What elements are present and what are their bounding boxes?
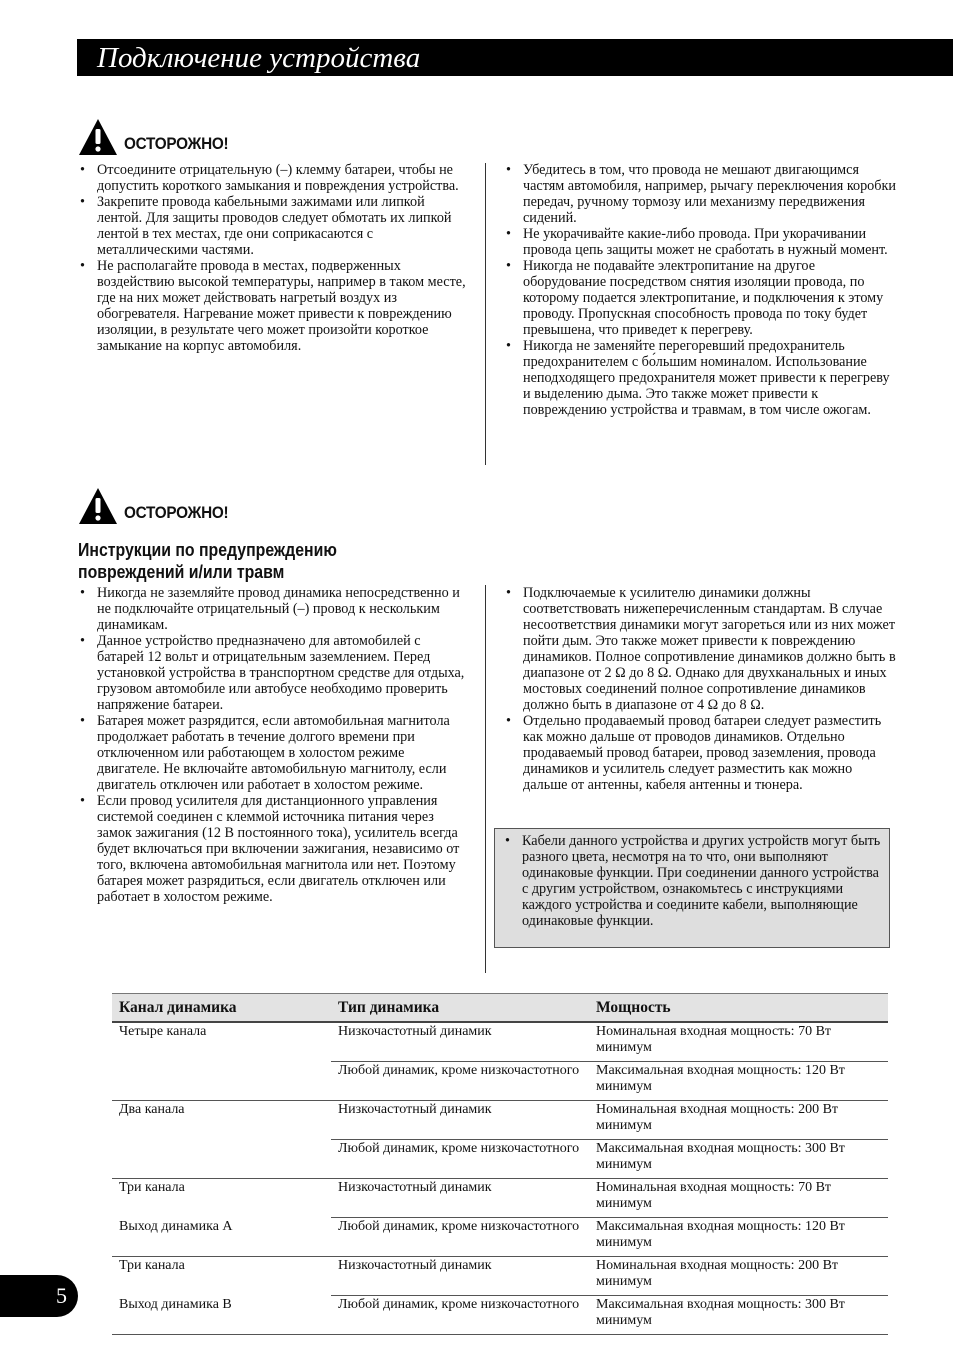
power-cell: Номинальная входная мощность: 200 Вт минимум xyxy=(589,1101,888,1140)
bullet-item: • Если провод усилителя для дистанционного управления системой соединен с клеммой источника питания через замок зажигания (12 В постоянного тока), усилитель всегда будет включаться при включении зажигания, независимо от того, включена автомобильная магнитола или нет. Поэтому батарея может разрядиться, если двигатель отключен или работает в холостом режиме. xyxy=(78,793,470,905)
power-cell: Максимальная входная мощность: 300 Вт минимум xyxy=(589,1140,888,1179)
speaker-type-cell: Низкочастотный динамик xyxy=(331,1257,589,1296)
table-row xyxy=(112,1022,888,1062)
bullet-item: • Подключаемые к усилителю динамики должны соответствовать нижеперечисленным стандартам. В случае несоответствия динамики могут загореться или из них может пойти дым. Это также может привести к повреждению динамиков. Полное сопротивление динамиков должно быть в диапазоне от 2 Ω до 8 Ω. Однако для двухканальных и иных мостовых соединений полное сопротивление динамиков должно быть в диапазоне от 4 Ω до 8 Ω. xyxy=(504,585,896,713)
channel-cell: Три канала xyxy=(119,1258,185,1273)
warning-triangle-icon xyxy=(78,486,118,526)
speaker-table xyxy=(112,993,888,1335)
section-subheading: Инструкции по предупреждению повреждений и/или травм xyxy=(78,540,337,582)
column-header-type: Тип динамика xyxy=(331,994,589,1023)
table-header-row xyxy=(112,994,888,1023)
warning-label: ОСТОРОЖНО! xyxy=(124,503,229,522)
table-row xyxy=(112,1257,888,1296)
bullet-item: • Закрепите провода кабельными зажимами или липкой лентой. Для защиты проводов следует обмотать их липкой лентой в тех местах, где они соприкасаются с металлическими частями. xyxy=(78,194,470,258)
speaker-type-cell: Любой динамик, кроме низкочастотного xyxy=(331,1062,589,1101)
column-header-channel: Канал динамика xyxy=(112,994,331,1023)
speaker-type-cell: Низкочастотный динамик xyxy=(331,1179,589,1218)
power-cell: Максимальная входная мощность: 120 Вт минимум xyxy=(589,1062,888,1101)
header-bar xyxy=(77,39,953,76)
bullet-item: • Не располагайте провода в местах, подверженных воздействию высокой температуры, например в таком месте, где на них может действовать нагретый воздух из обогревателя. Нагревание может привести к повреждению изоляции, в результате чего может произойти короткое замыкание на корпус автомобиля. xyxy=(78,258,470,354)
bullet-item: • Отдельно продаваемый провод батареи следует разместить как можно дальше от проводов динамиков. Отдельно продаваемый провод батареи, провод заземления, провода динамиков и усилитель следует разместить как можно дальше от антенны, кабеля антенны и тюнера. xyxy=(504,713,896,793)
table-row xyxy=(112,1179,888,1218)
channel-cell xyxy=(112,1062,331,1101)
bullet-item: • Отсоедините отрицательную (–) клемму батареи, чтобы не допустить короткого замыкания и повреждения устройства. xyxy=(78,162,470,194)
channel-cell: Четыре канала xyxy=(119,1024,207,1039)
warning1-right-list xyxy=(504,162,896,418)
channel-cell: Выход динамика A xyxy=(112,1218,331,1257)
speaker-type-cell: Низкочастотный динамик xyxy=(331,1101,589,1140)
speaker-type-cell: Низкочастотный динамик xyxy=(331,1022,589,1062)
warning2-right-list xyxy=(504,585,896,793)
bullet-item: • Батарея может разрядится, если автомобильная магнитола продолжает работать в течение долгого времени при отключенном или работающем в холостом режиме двигателе. Не включайте автомобильную магнитолу, если двигатель отключен или работает в холостом режиме. xyxy=(78,713,470,793)
column-header-power: Мощность xyxy=(589,994,888,1023)
bullet-item: • Убедитесь в том, что провода не мешают двигающимся частям автомобиля, например, рычагу переключения коробки передач, ручному тормозу или механизму передвижения сидений. xyxy=(504,162,896,226)
power-cell: Номинальная входная мощность: 70 Вт минимум xyxy=(589,1179,888,1218)
bullet-item: • Никогда не подавайте электропитание на другое оборудование посредством снятия изоляции провода, по которому подается электропитание, и подключения к этому проводу. Пропускная способность провода по току будет превышена, что приведет к перегреву. xyxy=(504,258,896,338)
note-box xyxy=(494,828,890,948)
warning-label: ОСТОРОЖНО! xyxy=(124,134,229,153)
note-item: • Кабели данного устройства и других устройств могут быть разного цвета, несмотря на то что, они выполняют одинаковые функции. При соединении данного устройства с другим устройством, ознакомьтесь с инструкциями каждого устройства и соедините кабели, выполняющие одинаковые функции. xyxy=(503,833,883,929)
page-number-tab xyxy=(0,1275,78,1317)
channel-cell xyxy=(112,1140,331,1179)
power-cell: Номинальная входная мощность: 200 Вт минимум xyxy=(589,1257,888,1296)
power-cell: Максимальная входная мощность: 120 Вт минимум xyxy=(589,1218,888,1257)
warning1-left-list xyxy=(78,162,470,354)
page-title: Подключение устройства xyxy=(97,42,421,74)
warning2-left-list xyxy=(78,585,470,905)
table-row xyxy=(112,1218,888,1257)
table-row xyxy=(112,1296,888,1335)
bullet-item: • Не укорачивайте какие-либо провода. При укорачивании провода цепь защиты может не сработать в нужный момент. xyxy=(504,226,896,258)
bullet-item: • Никогда не заземляйте провод динамика непосредственно и не подключайте отрицательный (–) провод к нескольким динамикам. xyxy=(78,585,470,633)
page-number: 5 xyxy=(56,1283,67,1308)
channel-cell: Два канала xyxy=(119,1102,185,1117)
bullet-item: • Никогда не заменяйте перегоревший предохранитель предохранителем с бо́льшим номиналом. Использование неподходящего предохранителя может привести к перегреву и выделению дыма. Это также может привести к повреждению устройства и травмам, в том числе ожогам. xyxy=(504,338,896,418)
table-row xyxy=(112,1140,888,1179)
speaker-type-cell: Любой динамик, кроме низкочастотного xyxy=(331,1296,589,1335)
table-row xyxy=(112,1101,888,1140)
power-cell: Максимальная входная мощность: 300 Вт минимум xyxy=(589,1296,888,1335)
table-row xyxy=(112,1062,888,1101)
column-divider xyxy=(485,585,486,973)
channel-cell: Выход динамика B xyxy=(112,1296,331,1335)
warning-triangle-icon xyxy=(78,117,118,157)
power-cell: Номинальная входная мощность: 70 Вт минимум xyxy=(589,1022,888,1062)
bullet-item: • Данное устройство предназначено для автомобилей с батарей 12 вольт и отрицательным заземлением. Перед установкой устройства в транспортном средстве для отдыха, грузовом автомобиле или автобусе необходимо проверить напряжение батареи. xyxy=(78,633,470,713)
speaker-type-cell: Любой динамик, кроме низкочастотного xyxy=(331,1140,589,1179)
speaker-type-cell: Любой динамик, кроме низкочастотного xyxy=(331,1218,589,1257)
column-divider xyxy=(485,163,486,465)
channel-cell: Три канала xyxy=(119,1180,185,1195)
